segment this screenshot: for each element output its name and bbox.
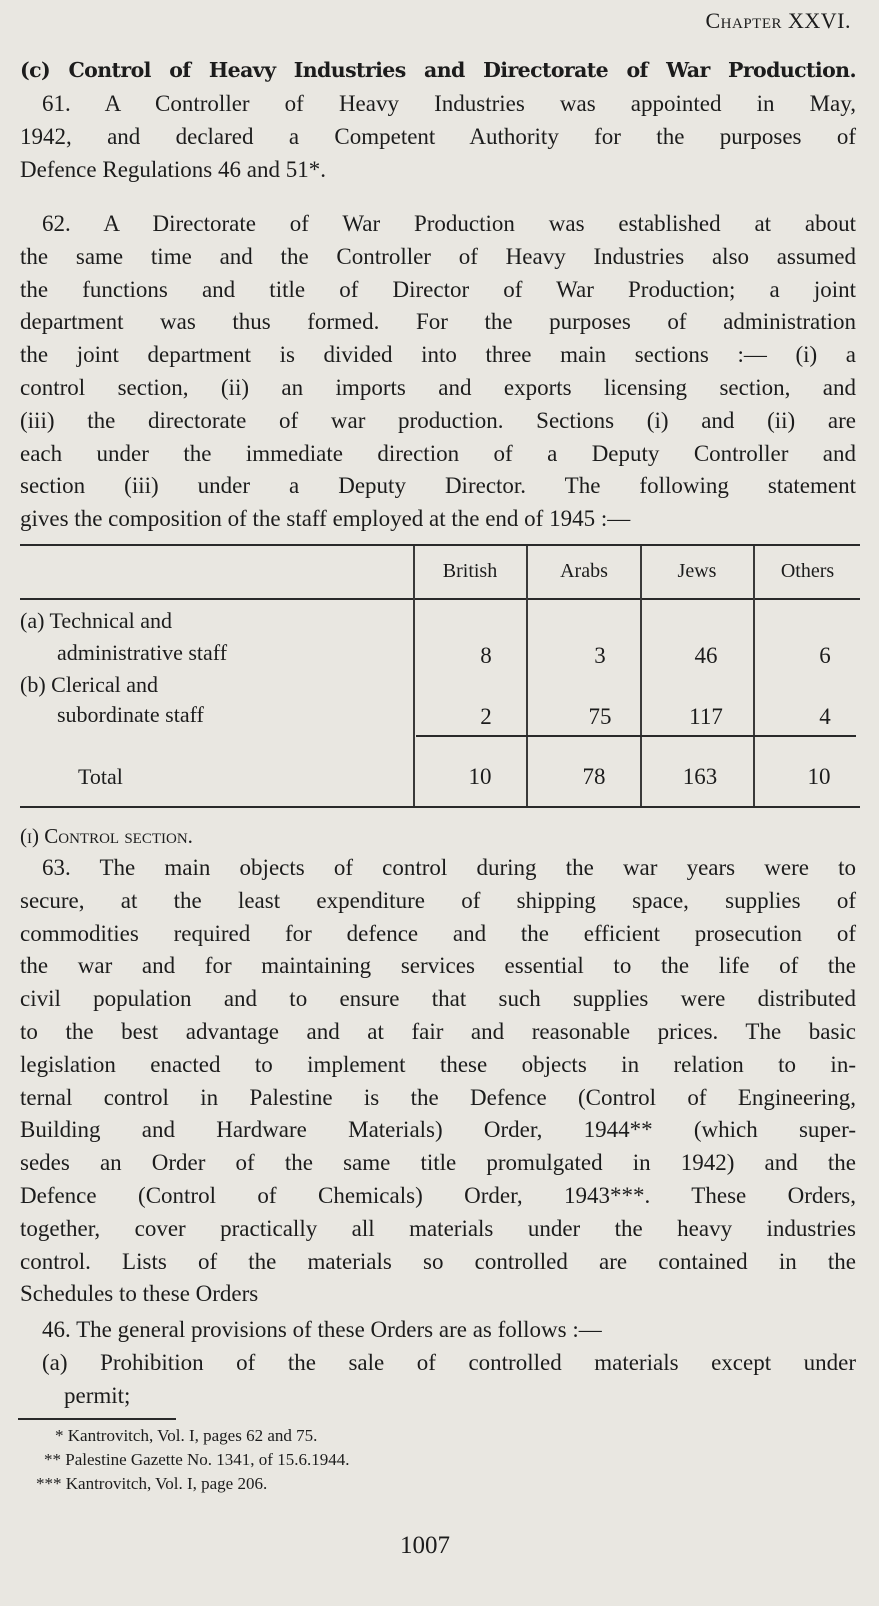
subtotal-rule bbox=[416, 735, 856, 737]
row-label: (b) Clerical and bbox=[20, 672, 159, 697]
footnote-2: ** Palestine Gazette No. 1341, of 15.6.1944. bbox=[44, 1450, 350, 1469]
cell-value: 8 bbox=[480, 643, 492, 668]
text-line: (a) Prohibition of the sale of controlled materials except under bbox=[42, 1349, 856, 1375]
text-line: to the best advantage and at fair and reasonable prices. The basic bbox=[20, 1018, 856, 1044]
column-header-others: Others bbox=[780, 560, 835, 582]
cell-value: 117 bbox=[689, 704, 723, 729]
cell-value: 46 bbox=[694, 643, 718, 668]
footnote-3: *** Kantrovitch, Vol. I, page 206. bbox=[36, 1474, 268, 1493]
text-line: the war and for maintaining services essential to the life of the bbox=[20, 953, 856, 979]
text-line: 61. A Controller of Heavy Industries was appointed in May, bbox=[42, 91, 856, 116]
total-value: 10 bbox=[468, 764, 492, 789]
column-divider bbox=[526, 546, 528, 806]
text-line: legislation enacted to implement these objects in relation to in- bbox=[20, 1051, 856, 1077]
cell-value: 2 bbox=[480, 704, 492, 729]
paragraph-46 bbox=[20, 1314, 856, 1412]
text-line: 62. A Directorate of War Production was established at about bbox=[42, 211, 856, 236]
chapter-header: Chapter XXVI. bbox=[705, 8, 851, 33]
text-line: section (iii) under a Deputy Director. The following statement bbox=[20, 473, 856, 499]
column-header-jews: Jews bbox=[677, 560, 717, 582]
total-label: Total bbox=[78, 764, 123, 789]
paragraph-62 bbox=[20, 208, 856, 536]
cell-value: 75 bbox=[588, 704, 612, 729]
text-line: department was thus formed. For the purposes of administration bbox=[20, 309, 856, 335]
footnote-1: * Kantrovitch, Vol. I, pages 62 and 75. bbox=[55, 1426, 318, 1445]
row-label: subordinate staff bbox=[57, 702, 204, 727]
section-heading: (c) Control of Heavy Industries and Directorate of War Production. bbox=[20, 58, 856, 82]
text-line: the functions and title of Director of War Production; a joint bbox=[20, 276, 856, 302]
column-header-arabs: Arabs bbox=[560, 560, 608, 582]
cell-value: 6 bbox=[819, 643, 831, 668]
text-line: civil population and to ensure that such supplies were distributed bbox=[20, 986, 856, 1012]
text-line: gives the composition of the staff employed at the end of 1945 :— bbox=[20, 506, 631, 532]
text-line: ternal control in Palestine is the Defence (Control of Engineering, bbox=[20, 1084, 856, 1110]
text-line: commodities required for defence and the efficient prosecution of bbox=[20, 920, 856, 946]
column-header-british: British bbox=[442, 560, 498, 582]
subsection-title: (i) Control section. bbox=[20, 824, 193, 848]
paragraph-63 bbox=[20, 852, 856, 1311]
row-label: (a) Technical and bbox=[20, 608, 172, 633]
column-divider bbox=[753, 546, 755, 806]
table-header-rule bbox=[20, 598, 860, 600]
column-divider bbox=[640, 546, 642, 806]
footnote-rule bbox=[18, 1418, 176, 1420]
column-divider bbox=[413, 546, 415, 806]
paragraph-61 bbox=[20, 88, 856, 186]
text-line: Defence (Control of Chemicals) Order, 1943***. These Orders, bbox=[20, 1182, 856, 1208]
text-line: control. Lists of the materials so controlled are contained in the bbox=[20, 1248, 856, 1274]
row-label: administrative staff bbox=[57, 640, 228, 665]
text-line: the joint department is divided into three main sections :— (i) a bbox=[20, 342, 856, 368]
text-line: control section, (ii) an imports and exports licensing section, and bbox=[20, 374, 856, 400]
text-line: Building and Hardware Materials) Order, 1944** (which super- bbox=[20, 1117, 856, 1143]
text-line: the same time and the Controller of Heavy Industries also assumed bbox=[20, 243, 856, 269]
total-value: 10 bbox=[807, 764, 831, 789]
table-top-rule bbox=[20, 544, 860, 546]
text-line: sedes an Order of the same title promulgated in 1942) and the bbox=[20, 1150, 856, 1176]
cell-value: 3 bbox=[594, 643, 606, 668]
text-line: each under the immediate direction of a Deputy Controller and bbox=[20, 440, 856, 466]
text-line: 1942, and declared a Competent Authority for the purposes of bbox=[20, 123, 856, 149]
cell-value: 4 bbox=[819, 704, 831, 729]
table-bottom-rule bbox=[20, 806, 860, 808]
text-line: (iii) the directorate of war production. Sections (i) and (ii) are bbox=[20, 407, 856, 433]
text-line: Schedules to these Orders bbox=[20, 1281, 259, 1307]
text-line: secure, at the least expenditure of shipping space, supplies of bbox=[20, 887, 856, 913]
text-line: Defence Regulations 46 and 51*. bbox=[20, 156, 326, 182]
text-line: 63. The main objects of control during the war years were to bbox=[42, 855, 856, 880]
text-line: together, cover practically all materials under the heavy industries bbox=[20, 1215, 856, 1241]
text-line: permit; bbox=[64, 1382, 131, 1408]
page-number: 1007 bbox=[400, 1532, 450, 1559]
total-value: 163 bbox=[682, 764, 718, 789]
total-value: 78 bbox=[582, 764, 606, 789]
text-line: 46. The general provisions of these Orders are as follows :— bbox=[42, 1317, 602, 1342]
